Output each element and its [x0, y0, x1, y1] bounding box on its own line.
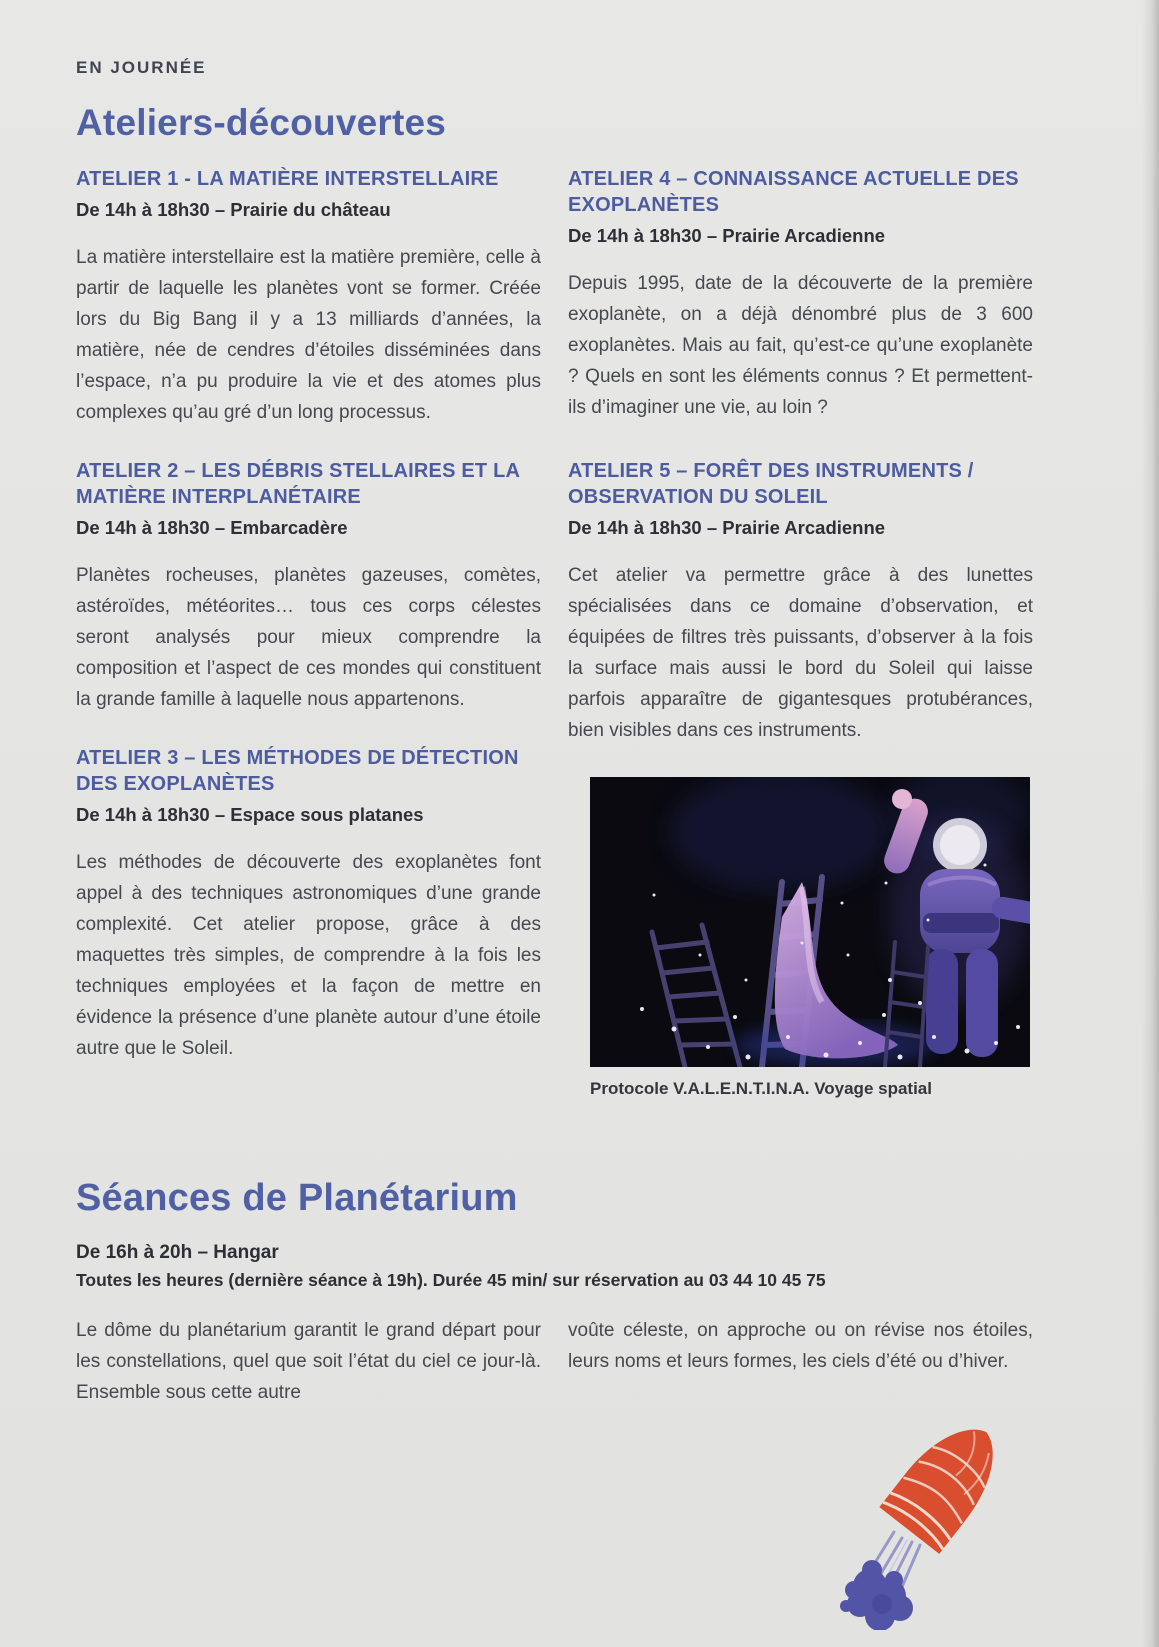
astronaut-photo-image — [590, 777, 1030, 1067]
atelier-3-title: ATELIER 3 – LES MÉTHODES DE DÉTECTION DES EXOPLANÈTES — [76, 747, 519, 795]
planetarium-schedule: De 16h à 20h – Hangar — [76, 1242, 279, 1263]
atelier-3 — [76, 745, 541, 1099]
photo-caption: Protocole V.A.L.E.N.T.I.N.A. Voyage spatial — [590, 1079, 932, 1098]
planetarium-section — [76, 1177, 1033, 1408]
atelier-1-body: La matière interstellaire est la matière première, celle à partir de laquelle les planètes vont se former. Créée lors du Big Bang il y a 13 milliards d’années, la matière, née de cendres d’étoiles disséminées dans l’espace, n’a pu produire la vie et des atomes plus complexes qu’au gré d’un long processus. — [76, 247, 541, 423]
atelier-1-schedule: De 14h à 18h30 – Prairie du château — [76, 199, 391, 220]
astronaut-photo — [590, 777, 1030, 1099]
atelier-5-schedule: De 14h à 18h30 – Prairie Arcadienne — [568, 517, 886, 538]
ateliers-grid — [76, 166, 1033, 1099]
atelier-5 — [568, 458, 1033, 745]
atelier-2-schedule: De 14h à 18h30 – Embarcadère — [76, 517, 348, 538]
atelier-4-title: ATELIER 4 – CONNAISSANCE ACTUELLE DES EXOPLANÈTES — [568, 168, 1019, 216]
atelier-2-body: Planètes rocheuses, planètes gazeuses, comètes, astéroïdes, météorites… tous ces corps célestes seront analysés pour mieux comprendre la composition et l’aspect de ces mondes qui constituent la grande famille à laquelle nous appartenons. — [76, 565, 541, 710]
atelier-5-title: ATELIER 5 – FORÊT DES INSTRUMENTS / OBSERVATION DU SOLEIL — [568, 460, 974, 508]
atelier-4 — [568, 166, 1033, 458]
page-content — [76, 58, 1033, 1408]
atelier-2-title: ATELIER 2 – LES DÉBRIS STELLAIRES ET LA MATIÈRE INTERPLANÉTAIRE — [76, 460, 520, 508]
section-kicker: EN JOURNÉE — [76, 58, 207, 77]
rocket-icon — [832, 1390, 1032, 1630]
atelier-4-schedule: De 14h à 18h30 – Prairie Arcadienne — [568, 225, 886, 246]
atelier-1 — [76, 166, 541, 458]
atelier-3-body: Les méthodes de découverte des exoplanètes font appel à des techniques astronomiques d’une grande complexité. Cet atelier propose, grâce à des maquettes très simples, de comprendre à la fois les techniques employées et la façon de mettre en évidence la présence d’une planète autour d’une étoile autre que le Soleil. — [76, 852, 541, 1059]
atelier-2 — [76, 458, 541, 745]
planetarium-info: Toutes les heures (dernière séance à 19h). Durée 45 min/ sur réservation au 03 44 10 45 75 — [76, 1270, 826, 1290]
page-title: Ateliers-découvertes — [76, 102, 447, 143]
planetarium-title: Séances de Planétarium — [76, 1177, 518, 1219]
planetarium-body-right: voûte céleste, on approche ou on révise nos étoiles, leurs noms et leurs formes, les ciels d’été ou d’hiver. — [568, 1320, 1033, 1372]
atelier-3-schedule: De 14h à 18h30 – Espace sous platanes — [76, 804, 424, 825]
atelier-4-body: Depuis 1995, date de la découverte de la première exoplanète, on a déjà dénombré plus de 3 600 exoplanètes. Mais au fait, qu’est-ce qu’une exoplanète ? Quels en sont les éléments connus ? Et permettent-ils d’imaginer une vie, au loin ? — [568, 273, 1033, 418]
rocket-illustration — [832, 1390, 1032, 1635]
page-edge-shadow — [1141, 0, 1159, 1647]
atelier-1-title: ATELIER 1 - LA MATIÈRE INTERSTELLAIRE — [76, 168, 499, 190]
planetarium-body-left: Le dôme du planétarium garantit le grand départ pour les constellations, quel que soit l’état du ciel ce jour-là. Ensemble sous cette autre — [76, 1320, 541, 1403]
atelier-5-body: Cet atelier va permettre grâce à des lunettes spécialisées dans ce domaine d’observation, et équipées de filtres très puissants, d’observer à la fois la surface mais aussi le bord du Soleil qui laisse parfois apparaître de gigantesques protubérances, bien visibles dans ces instruments. — [568, 565, 1033, 741]
